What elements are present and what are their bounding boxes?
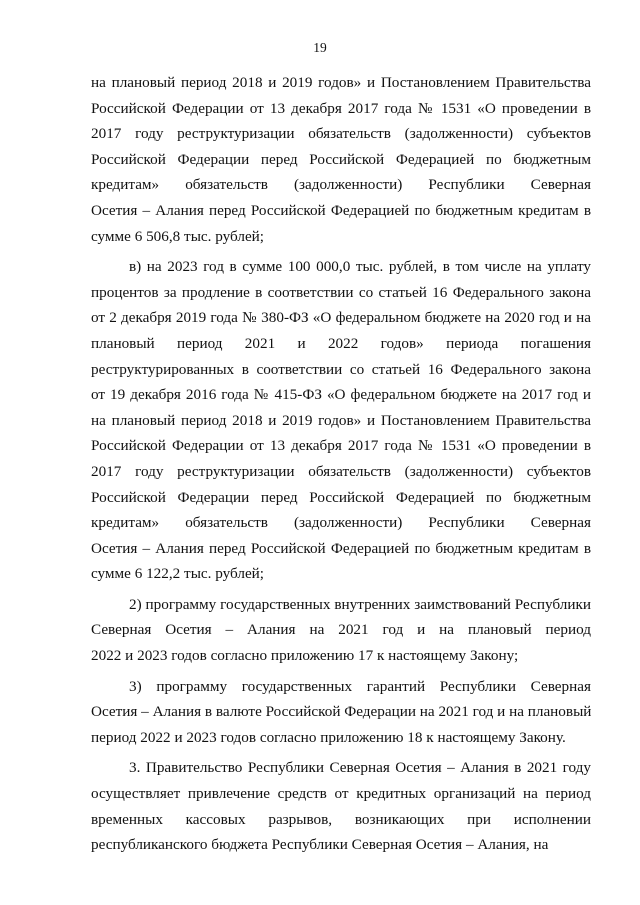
text-line: сумме 6 506,8 тыс. рублей;	[91, 227, 265, 245]
paragraph	[91, 70, 591, 249]
text-line: кредитам» обязательств (задолженности) Республики Северная	[91, 176, 591, 194]
text-line: Северная Осетия – Алания на 2021 год и на плановый период	[91, 621, 591, 639]
text-line: на плановый период 2018 и 2019 годов» и Постановлением Правительства	[91, 411, 591, 429]
text-line: республиканского бюджета Республики Северная Осетия – Алания, на	[91, 836, 549, 854]
text-line: Российской Федерации от 13 декабря 2017 года № 1531 «О проведении в	[91, 437, 591, 455]
text-line: Российской Федерации перед Российской Федерацией по бюджетным	[91, 150, 591, 168]
text-line: на плановый период 2018 и 2019 годов» и Постановлением Правительства	[91, 74, 591, 91]
text-line: 3. Правительство Республики Северная Осетия – Алания в 2021 году	[129, 759, 591, 777]
paragraph	[91, 674, 591, 751]
text-line: реструктурированных в соответствии со статьей 16 Федерального закона	[91, 360, 591, 378]
page-number: 19	[313, 40, 327, 55]
document-body	[91, 70, 591, 858]
text-line: осуществляет привлечение средств от кредитных организаций на период	[91, 785, 591, 803]
text-line: 2022 и 2023 годов согласно приложению 17 к настоящему Закону;	[91, 647, 519, 665]
text-line: плановый период 2021 и 2022 годов» периода погашения	[91, 334, 591, 352]
paragraph	[91, 755, 591, 857]
paragraph	[91, 592, 591, 669]
text-line: Осетия – Алания перед Российской Федерацией по бюджетным кредитам в	[91, 201, 591, 219]
text-line: от 2 декабря 2019 года № 380-ФЗ «О федеральном бюджете на 2020 год и на	[91, 309, 591, 327]
text-line: Осетия – Алания перед Российской Федерацией по бюджетным кредитам в	[91, 539, 591, 557]
text-line: временных кассовых разрывов, возникающих при исполнении	[91, 810, 591, 828]
text-line: кредитам» обязательств (задолженности) Республики Северная	[91, 514, 591, 532]
text-line: Осетия – Алания в валюте Российской Федерации на 2021 год и на плановый	[91, 703, 592, 721]
text-line: 3) программу государственных гарантий Республики Северная	[129, 677, 591, 695]
text-line: период 2022 и 2023 годов согласно приложению 18 к настоящему Закону.	[91, 728, 566, 746]
text-line: Российской Федерации перед Российской Федерацией по бюджетным	[91, 488, 591, 506]
text-line: 2017 году реструктуризации обязательств (задолженности) субъектов	[91, 462, 591, 480]
text-line: в) на 2023 год в сумме 100 000,0 тыс. рублей, в том числе на уплату	[129, 258, 591, 276]
text-line: процентов за продление в соответствии со статьей 16 Федерального закона	[91, 283, 591, 301]
text-line: сумме 6 122,2 тыс. рублей;	[91, 565, 265, 583]
paragraph	[91, 254, 591, 587]
text-line: от 19 декабря 2016 года № 415-ФЗ «О федеральном бюджете на 2017 год и	[91, 386, 591, 404]
text-line: 2) программу государственных внутренних заимствований Республики	[129, 595, 591, 613]
text-line: Российской Федерации от 13 декабря 2017 года № 1531 «О проведении в	[91, 99, 591, 117]
text-line: 2017 году реструктуризации обязательств (задолженности) субъектов	[91, 125, 591, 143]
